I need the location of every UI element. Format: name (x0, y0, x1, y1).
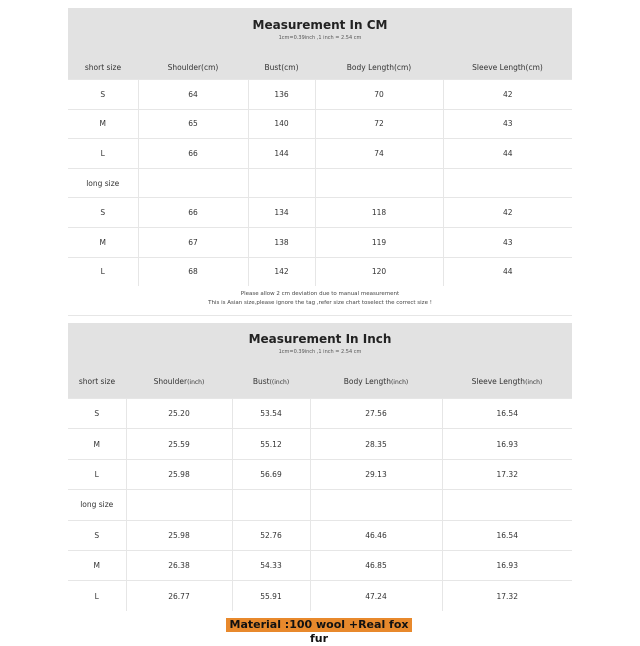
asian-size-note: This is Asian size,please ignore the tag ,refer size chart toselect the correct size ! (208, 300, 432, 306)
table-row (68, 490, 572, 520)
table-cell: 42 (443, 80, 572, 110)
cm-grid (68, 56, 572, 286)
size-cell: S (100, 89, 106, 99)
table-cell: 42 (443, 198, 572, 228)
column-header (68, 365, 126, 399)
table-cell (442, 490, 572, 520)
table-cell: 16.93 (442, 550, 572, 580)
table-cell: 68 (138, 257, 248, 286)
table-cell (315, 168, 443, 198)
table-cell (443, 168, 572, 198)
table-cell: 27.56 (310, 399, 442, 429)
table-row (68, 227, 572, 257)
column-header: short size (68, 56, 138, 80)
column-header: Bust(cm) (248, 56, 315, 80)
table-cell: 55.12 (232, 429, 310, 459)
table-row (68, 139, 572, 169)
size-cell: L (100, 267, 105, 277)
inch-table-header (68, 323, 572, 365)
column-header-unit: ((inch) (269, 379, 290, 386)
column-header-label: short size (78, 377, 116, 386)
column-header: Body Length(cm) (315, 56, 443, 80)
table-cell: 17.32 (442, 459, 572, 489)
table-cell: 16.54 (442, 520, 572, 550)
column-header-unit: (inch) (390, 379, 409, 386)
column-header-label: Shoulder (153, 377, 188, 386)
column-header-label: Bust (252, 377, 270, 386)
table-row (68, 198, 572, 228)
size-cell: L (100, 148, 105, 158)
table-cell: 28.35 (310, 429, 442, 459)
table-cell: 46.85 (310, 550, 442, 580)
cm-size-table (68, 8, 572, 286)
table-cell: 118 (315, 198, 443, 228)
table-row (68, 257, 572, 286)
section-label-cell: long size (86, 178, 120, 188)
column-header: Sleeve Length(cm) (443, 56, 572, 80)
table-row (68, 459, 572, 489)
column-header (310, 365, 442, 399)
table-cell: 43 (443, 109, 572, 139)
size-cell: S (100, 208, 106, 218)
table-cell: 25.98 (126, 459, 232, 489)
table-cell: 142 (248, 257, 315, 286)
table-cell: 74 (315, 139, 443, 169)
table-cell: 25.20 (126, 399, 232, 429)
table-row (68, 109, 572, 139)
size-cell: M (99, 119, 106, 129)
table-cell: 55.91 (232, 581, 310, 611)
cm-table-title: Measurement In CM (252, 18, 388, 32)
table-cell: 67 (138, 227, 248, 257)
cm-header-row (68, 56, 572, 80)
table-cell: 29.13 (310, 459, 442, 489)
size-cell: M (93, 561, 100, 571)
table-cell: 72 (315, 109, 443, 139)
table-cell: 56.69 (232, 459, 310, 489)
table-cell: 26.38 (126, 550, 232, 580)
size-cell: S (94, 530, 100, 540)
table-cell: 26.77 (126, 581, 232, 611)
column-header-unit: (inch) (525, 379, 543, 386)
table-row (68, 581, 572, 611)
size-cell: M (99, 237, 106, 247)
deviation-note: Please allow 2 cm deviation due to manual measurement (240, 291, 400, 297)
table-cell: 25.98 (126, 520, 232, 550)
table-cell (232, 490, 310, 520)
table-cell: 44 (443, 257, 572, 286)
table-cell: 70 (315, 80, 443, 110)
column-header-label: Sleeve Length (471, 377, 526, 386)
size-cell: L (94, 591, 99, 601)
table-cell: 140 (248, 109, 315, 139)
table-cell: 25.59 (126, 429, 232, 459)
table-cell: 16.93 (442, 429, 572, 459)
table-cell: 46.46 (310, 520, 442, 550)
size-cell: S (94, 409, 100, 419)
table-cell: 138 (248, 227, 315, 257)
table-row (68, 550, 572, 580)
size-notes (68, 290, 572, 308)
table-cell: 54.33 (232, 550, 310, 580)
table-cell (126, 490, 232, 520)
column-header (442, 365, 572, 399)
cm-table-subtitle: 1cm=0.39inch ,1 inch = 2.54 cm (278, 35, 362, 41)
inch-header-row (68, 365, 572, 399)
table-row (68, 168, 572, 198)
table-cell: 53.54 (232, 399, 310, 429)
table-cell: 52.76 (232, 520, 310, 550)
table-cell: 134 (248, 198, 315, 228)
column-header: Shoulder(cm) (138, 56, 248, 80)
size-cell: M (93, 439, 100, 449)
section-label-cell: long size (80, 500, 114, 510)
table-cell: 47.24 (310, 581, 442, 611)
table-cell: 120 (315, 257, 443, 286)
table-row (68, 429, 572, 459)
inch-table-title: Measurement In Inch (248, 332, 392, 346)
size-cell: L (94, 469, 99, 479)
table-cell: 65 (138, 109, 248, 139)
table-cell (138, 168, 248, 198)
table-cell: 66 (138, 198, 248, 228)
column-header (126, 365, 232, 399)
table-cell: 44 (443, 139, 572, 169)
column-header-label: Body Length (343, 377, 391, 386)
table-cell: 16.54 (442, 399, 572, 429)
inch-size-table (68, 323, 572, 611)
divider (68, 315, 572, 316)
inch-grid (68, 365, 572, 611)
table-row (68, 399, 572, 429)
table-cell: 17.32 (442, 581, 572, 611)
table-cell: 64 (138, 80, 248, 110)
table-cell: 144 (248, 139, 315, 169)
material-label: Material :100 wool +Real fox fur (226, 618, 412, 632)
table-cell (248, 168, 315, 198)
table-cell: 136 (248, 80, 315, 110)
table-cell (310, 490, 442, 520)
table-cell: 66 (138, 139, 248, 169)
table-row (68, 80, 572, 110)
cm-table-header (68, 8, 572, 56)
table-cell: 119 (315, 227, 443, 257)
table-cell: 43 (443, 227, 572, 257)
table-row (68, 520, 572, 550)
inch-table-subtitle: 1cm=0.39inch ,1 inch = 2.54 cm (278, 349, 362, 355)
column-header-unit: (inch) (187, 379, 205, 386)
column-header (232, 365, 310, 399)
